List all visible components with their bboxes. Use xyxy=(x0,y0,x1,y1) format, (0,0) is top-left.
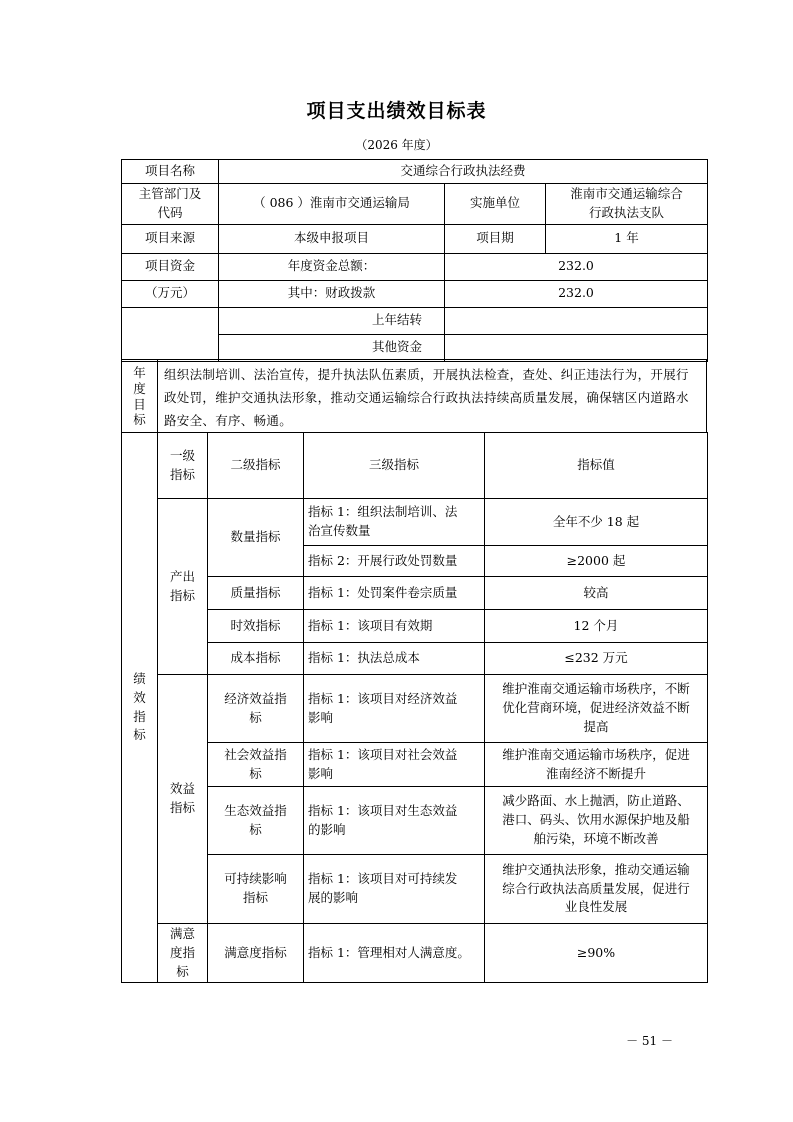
quantity-indicator-1: 指标 1：组织法制培训、法 治宣传数量 xyxy=(304,499,485,546)
header-level1: 一级 指标 xyxy=(158,433,208,499)
cost-indicator: 指标 1：执法总成本 xyxy=(304,643,485,675)
source-value: 本级申报项目 xyxy=(219,224,445,253)
page-title: 项目支出绩效目标表 xyxy=(306,100,487,122)
ecology-indicator: 指标 1：该项目对生态效益 的影响 xyxy=(304,787,485,855)
economic-indicator: 指标 1：该项目对经济效益 影响 xyxy=(304,675,485,743)
project-name-label: 项目名称 xyxy=(122,160,219,184)
funds-total-value: 232.0 xyxy=(445,253,708,280)
unit-label: 实施单位 xyxy=(445,184,546,225)
dept-label: 主管部门及 代码 xyxy=(122,184,219,225)
funds-unit-label: （万元） xyxy=(122,280,219,307)
funds-blank-cell xyxy=(122,307,219,361)
quality-label: 质量指标 xyxy=(208,577,304,610)
period-value: 1 年 xyxy=(546,224,708,253)
performance-section-label: 绩 效 指 标 xyxy=(122,433,158,983)
funds-fiscal-value: 232.0 xyxy=(445,280,708,307)
project-name-value: 交通综合行政执法经费 xyxy=(219,160,708,184)
page-number: － 51 － xyxy=(626,1034,673,1048)
annual-goal-text: 组织法制培训、法治宣传，提升执法队伍素质，开展执法检查，查处、纠正违法行为，开展行政处罚，维护交通执法形象，推动交通运输综合行政执法持续高质量发展，确保辖区内道路水路安全、有序、畅通。 xyxy=(164,367,689,429)
satisfaction-indicator: 指标 1：管理相对人满意度。 xyxy=(304,924,485,983)
social-indicator: 指标 1：该项目对社会效益 影响 xyxy=(304,743,485,787)
social-label: 社会效益指 标 xyxy=(208,743,304,787)
economic-value: 维护淮南交通运输市场秩序，不断 优化营商环境，促进经济效益不断 提高 xyxy=(485,675,708,743)
satisfaction-value: ≥90% xyxy=(485,924,708,983)
quantity-label: 数量指标 xyxy=(208,499,304,577)
satisfaction-label: 满意 度指 标 xyxy=(158,924,208,983)
annual-goal-row xyxy=(121,359,707,433)
period-label: 项目期 xyxy=(445,224,546,253)
source-label: 项目来源 xyxy=(122,224,219,253)
funds-label: 项目资金 xyxy=(122,253,219,280)
output-label: 产出 指标 xyxy=(158,499,208,675)
cost-label: 成本指标 xyxy=(208,643,304,675)
quantity-value-2: ≥2000 起 xyxy=(485,546,708,577)
project-info-table xyxy=(121,159,708,362)
sustainability-value: 维护交通执法形象，推动交通运输 综合行政执法高质量发展，促进行 业良性发展 xyxy=(485,855,708,924)
ecology-label: 生态效益指 标 xyxy=(208,787,304,855)
funds-fiscal-label: 其中：财政拨款 xyxy=(219,280,445,307)
timeliness-label: 时效指标 xyxy=(208,610,304,643)
satisfaction-level2: 满意度指标 xyxy=(208,924,304,983)
benefit-label: 效益 指标 xyxy=(158,675,208,924)
funds-carryover-label: 上年结转 xyxy=(219,307,445,334)
funds-carryover-value xyxy=(445,307,708,334)
quality-value: 较高 xyxy=(485,577,708,610)
quantity-indicator-2: 指标 2：开展行政处罚数量 xyxy=(304,546,485,577)
sustainability-indicator: 指标 1：该项目对可持续发 展的影响 xyxy=(304,855,485,924)
funds-other-label: 其他资金 xyxy=(219,334,445,361)
timeliness-indicator: 指标 1：该项目有效期 xyxy=(304,610,485,643)
dept-value: （ 086 ）淮南市交通运输局 xyxy=(219,184,445,225)
annual-goal-label: 年 度 目 标 xyxy=(122,360,158,433)
timeliness-value: 12 个月 xyxy=(485,610,708,643)
fiscal-year: （2026 年度） xyxy=(355,138,438,152)
sustainability-label: 可持续影响 指标 xyxy=(208,855,304,924)
quality-indicator: 指标 1：处罚案件卷宗质量 xyxy=(304,577,485,610)
cost-value: ≤232 万元 xyxy=(485,643,708,675)
ecology-value: 减少路面、水上抛洒，防止道路、 港口、码头、饮用水源保护地及船 舶污染，环境不断改善 xyxy=(485,787,708,855)
header-value: 指标值 xyxy=(485,433,708,499)
funds-other-value xyxy=(445,334,708,361)
quantity-value-1: 全年不少 18 起 xyxy=(485,499,708,546)
header-level3: 三级指标 xyxy=(304,433,485,499)
unit-value: 淮南市交通运输综合 行政执法支队 xyxy=(546,184,708,225)
performance-indicators-table xyxy=(121,432,708,983)
economic-label: 经济效益指 标 xyxy=(208,675,304,743)
funds-total-label: 年度资金总额： xyxy=(219,253,445,280)
social-value: 维护淮南交通运输市场秩序，促进 淮南经济不断提升 xyxy=(485,743,708,787)
header-level2: 二级指标 xyxy=(208,433,304,499)
